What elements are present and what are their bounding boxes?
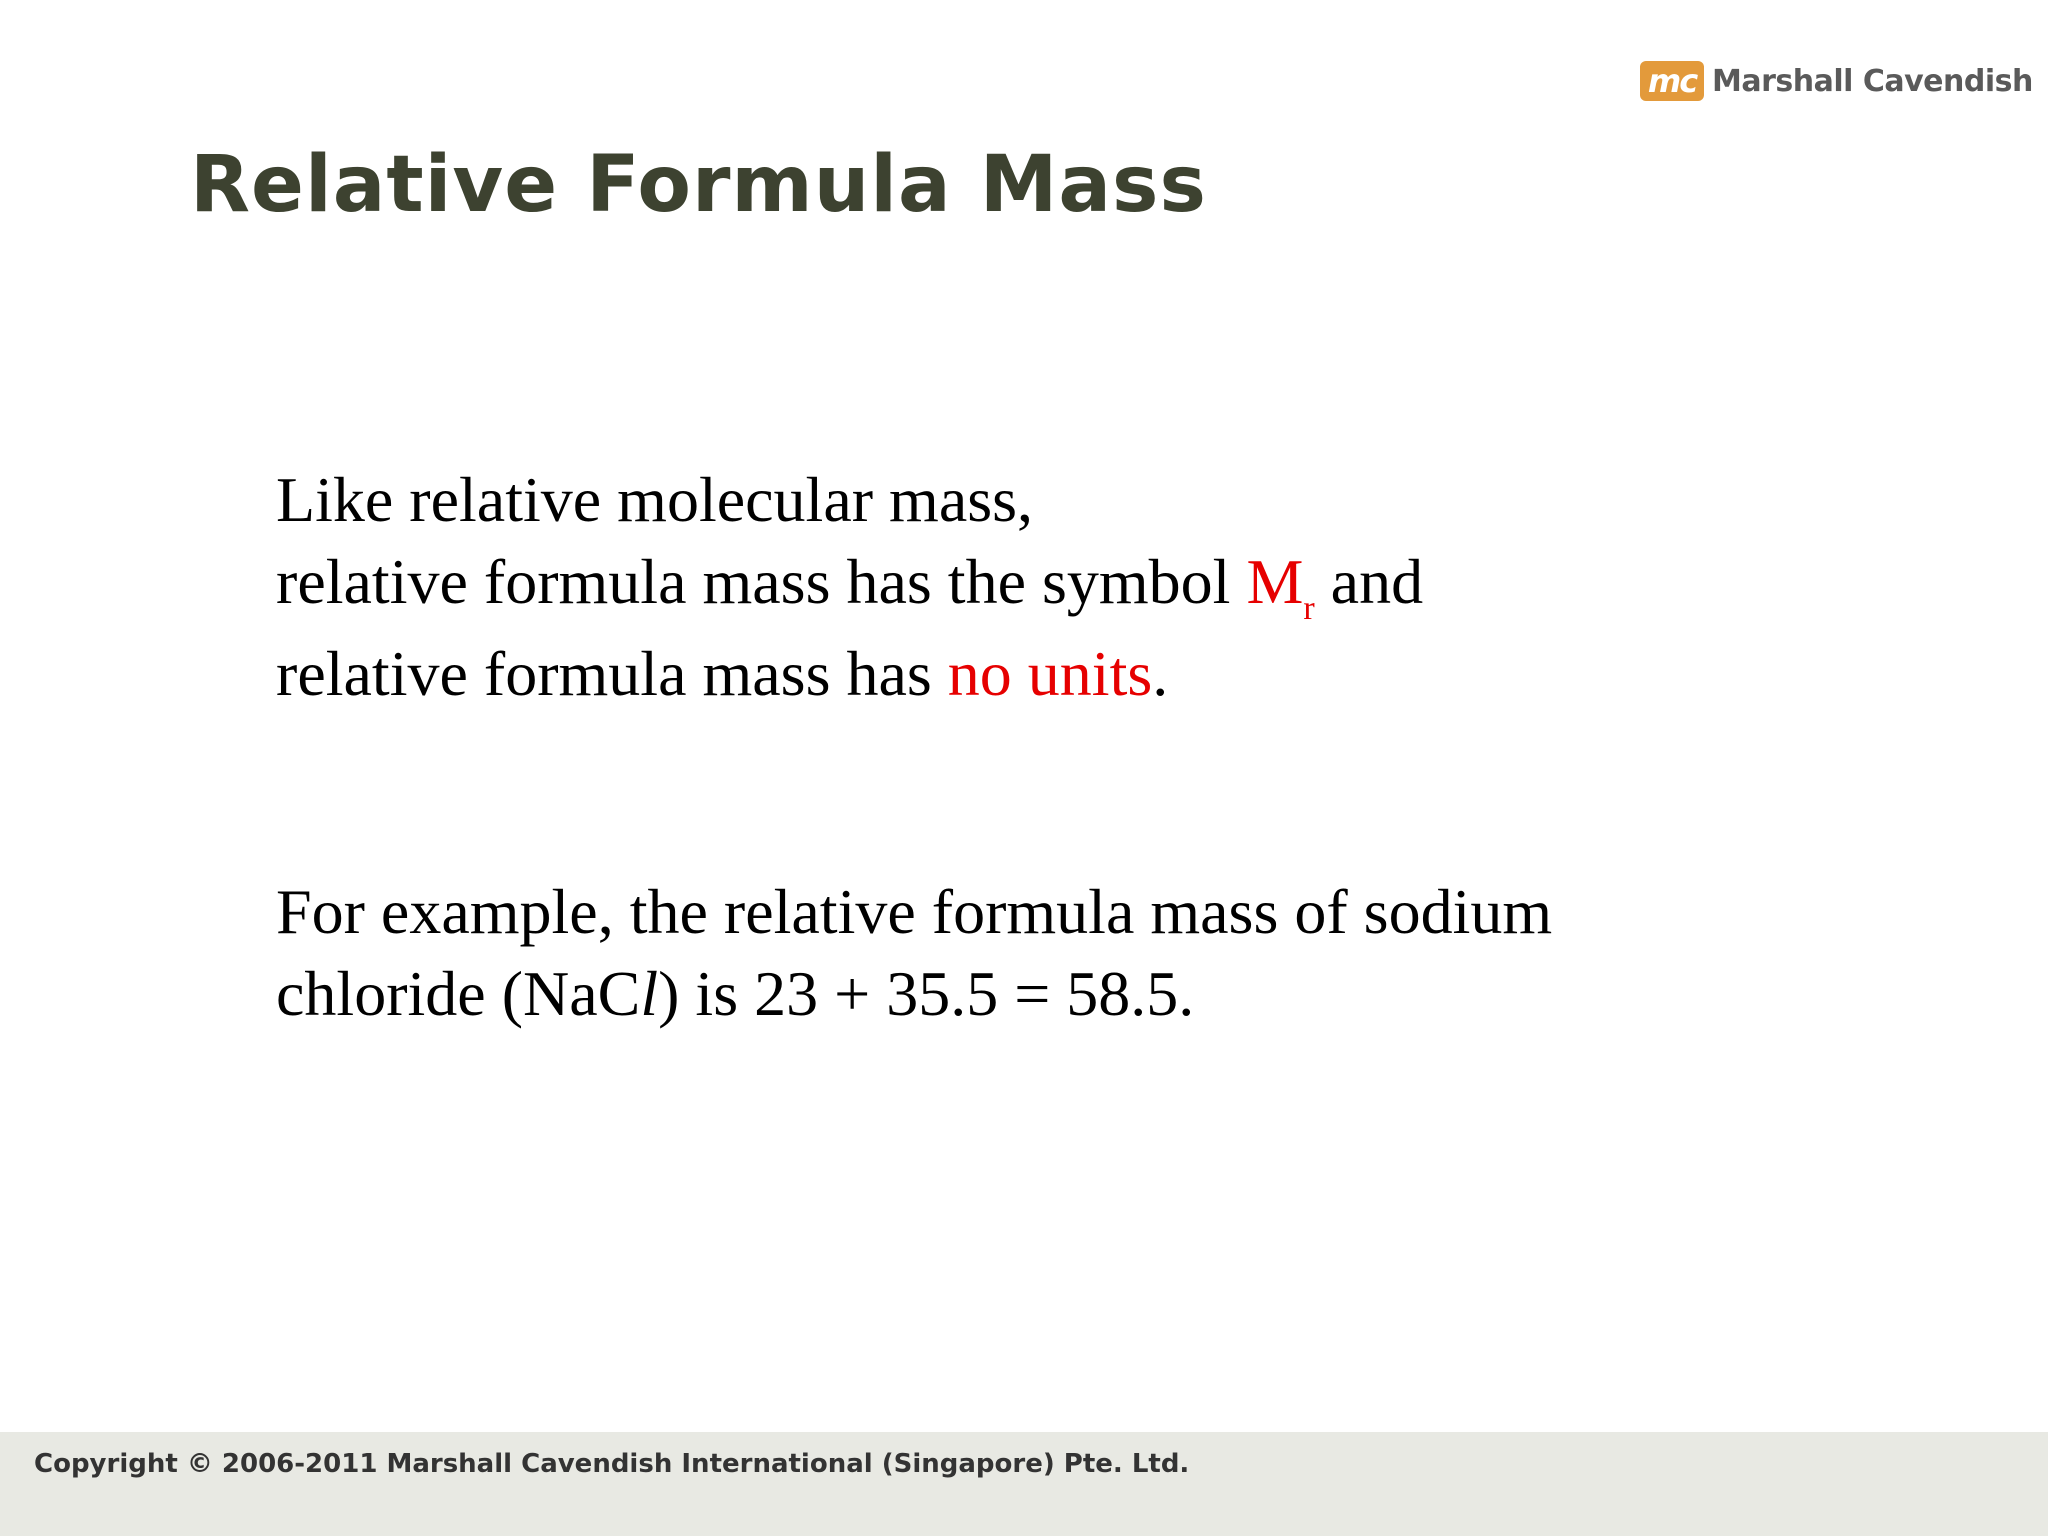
paragraph2-line2-prefix: chloride (NaC [276,958,641,1029]
footer-bar [0,1432,2048,1536]
publisher-logo [1640,60,2033,102]
paragraph2-line2-suffix: ) is 23 + 35.5 = 58.5. [658,958,1195,1029]
symbol-mr [1246,546,1315,627]
mc-logo-badge [1640,61,1704,101]
symbol-subscript: r [1303,590,1315,627]
chlorine-italic-l: l [640,958,659,1029]
paragraph2-line1 [276,876,1553,947]
paragraph2-line2 [276,958,1195,1029]
symbol-main: M [1246,546,1304,617]
paragraph1-line3-suffix: . [1152,638,1169,709]
no-units-highlight: no units [947,638,1153,709]
logo-name: Marshall Cavendish [1712,63,2033,99]
paragraph1-line2-suffix: and [1314,546,1424,617]
paragraph1-line2 [276,546,1424,627]
paragraph1-line3 [276,638,1169,709]
paragraph1-line3-prefix: relative formula mass has [276,638,948,709]
paragraph1-line1-text: Like relative molecular mass, [276,464,1034,535]
paragraph1-line1 [276,464,1034,535]
paragraph1-line2-prefix: relative formula mass has the symbol [276,546,1247,617]
logo-badge-text: mc [1647,62,1697,100]
slide-title: Relative Formula Mass [190,140,1207,230]
copyright-text: Copyright © 2006-2011 Marshall Cavendish International (Singapore) Pte. Ltd. [34,1449,1190,1479]
paragraph2-line1-text: For example, the relative formula mass of sodium [276,876,1553,947]
